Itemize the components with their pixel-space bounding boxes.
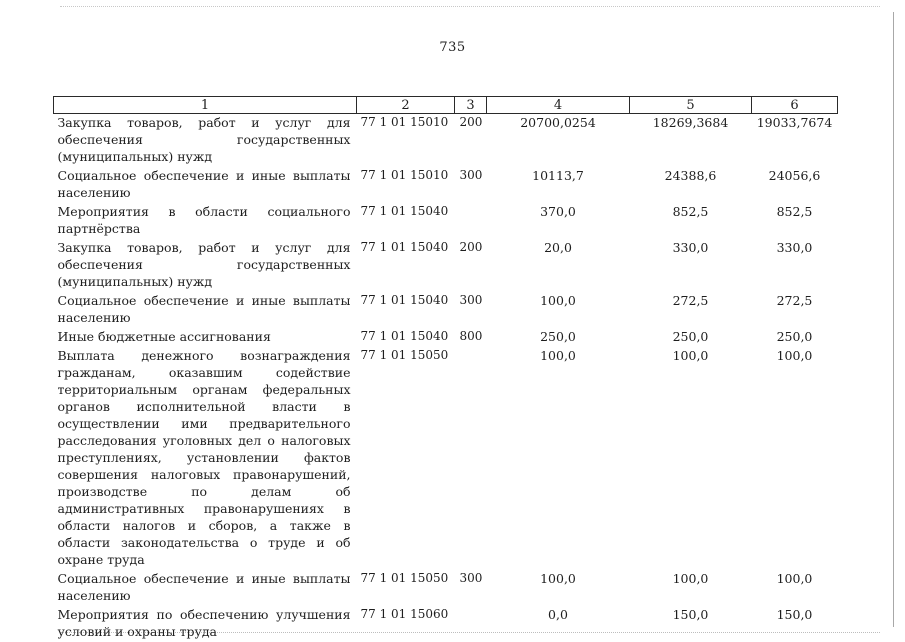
column-header-2: 2 xyxy=(357,97,455,114)
row-expense-type: 200 xyxy=(459,240,483,254)
row-name: Закупка товаров, работ и услуг для обеспечения государственных (муниципальных) нужд xyxy=(57,240,351,289)
table-row xyxy=(54,570,838,606)
table-row xyxy=(54,347,838,570)
row-value-col6: 852,5 xyxy=(776,204,813,219)
row-value-col5: 250,0 xyxy=(672,329,709,344)
row-name: Социальное обеспечение и иные выплаты населению xyxy=(57,293,351,325)
row-target-code: 77 1 01 15040 xyxy=(360,293,449,307)
row-value-col4: 20700,0254 xyxy=(520,115,596,130)
row-target-code: 77 1 01 15010 xyxy=(360,115,449,129)
row-expense-type: 300 xyxy=(459,293,483,307)
table-row xyxy=(54,239,838,292)
row-name: Социальное обеспечение и иные выплаты населению xyxy=(57,571,351,603)
row-value-col5: 150,0 xyxy=(672,607,709,622)
row-expense-type xyxy=(455,347,487,570)
row-target-code: 77 1 01 15050 xyxy=(360,348,449,362)
header-row xyxy=(54,97,838,114)
row-target-code: 77 1 01 15010 xyxy=(360,168,449,182)
row-target-code: 77 1 01 15050 xyxy=(360,571,449,585)
row-value-col4: 100,0 xyxy=(540,348,576,363)
row-value-col5: 330,0 xyxy=(672,240,709,255)
row-value-col5: 100,0 xyxy=(672,571,709,586)
row-value-col4: 370,0 xyxy=(540,204,576,219)
row-value-col5: 18269,3684 xyxy=(652,115,729,130)
row-value-col5: 100,0 xyxy=(672,348,709,363)
table-row xyxy=(54,167,838,203)
row-value-col4: 10113,7 xyxy=(532,168,584,183)
scan-border-right xyxy=(893,12,894,627)
budget-table xyxy=(53,96,838,642)
column-header-6: 6 xyxy=(752,97,838,114)
row-expense-type xyxy=(455,203,487,239)
row-value-col6: 100,0 xyxy=(776,571,813,586)
table-row xyxy=(54,114,838,168)
row-value-col4: 0,0 xyxy=(548,607,568,622)
row-name: Иные бюджетные ассигнования xyxy=(57,329,271,344)
row-target-code: 77 1 01 15060 xyxy=(360,607,449,621)
row-target-code: 77 1 01 15040 xyxy=(360,329,449,343)
row-value-col5: 24388,6 xyxy=(664,168,717,183)
row-value-col6: 24056,6 xyxy=(768,168,821,183)
row-expense-type: 300 xyxy=(459,571,483,585)
column-header-4: 4 xyxy=(487,97,630,114)
row-value-col4: 20,0 xyxy=(544,240,572,255)
column-header-1: 1 xyxy=(54,97,357,114)
table-row xyxy=(54,203,838,239)
row-value-col6: 100,0 xyxy=(776,348,813,363)
row-expense-type: 200 xyxy=(459,115,483,129)
column-header-5: 5 xyxy=(630,97,752,114)
row-value-col6: 272,5 xyxy=(776,293,813,308)
row-value-col6: 19033,7674 xyxy=(756,115,833,130)
row-value-col4: 250,0 xyxy=(540,329,576,344)
scan-border-top xyxy=(60,6,880,7)
row-value-col4: 100,0 xyxy=(540,293,576,308)
table-row xyxy=(54,328,838,347)
row-value-col6: 330,0 xyxy=(776,240,813,255)
table-row xyxy=(54,292,838,328)
table-row xyxy=(54,606,838,642)
page-number: 735 xyxy=(439,40,466,55)
row-value-col5: 852,5 xyxy=(672,204,709,219)
column-header-3: 3 xyxy=(455,97,487,114)
row-value-col4: 100,0 xyxy=(540,571,576,586)
row-name: Мероприятия в области социального партнёрства xyxy=(57,204,351,236)
row-target-code: 77 1 01 15040 xyxy=(360,240,449,254)
row-value-col6: 250,0 xyxy=(776,329,813,344)
row-expense-type: 300 xyxy=(459,168,483,182)
row-name: Мероприятия по обеспечению улучшения условий и охраны труда xyxy=(57,607,351,639)
row-value-col6: 150,0 xyxy=(776,607,813,622)
row-name: Социальное обеспечение и иные выплаты населению xyxy=(57,168,351,200)
row-expense-type: 800 xyxy=(459,329,483,343)
row-expense-type xyxy=(455,606,487,642)
row-value-col5: 272,5 xyxy=(672,293,709,308)
row-name: Закупка товаров, работ и услуг для обеспечения государственных (муниципальных) нужд xyxy=(57,115,351,164)
row-name: Выплата денежного вознаграждения гражданам, оказавшим содействие территориальным органам федеральных органов исполнительной власти в осуществлении ими предварительного расследования уголовных дел о налоговых преступлениях, установлении фактов совершения налоговых правонарушений, производстве по делам об административных правонарушениях в области налогов и сборов, а также в области законодательства о труде и об охране труда xyxy=(57,348,351,567)
row-target-code: 77 1 01 15040 xyxy=(360,204,449,218)
